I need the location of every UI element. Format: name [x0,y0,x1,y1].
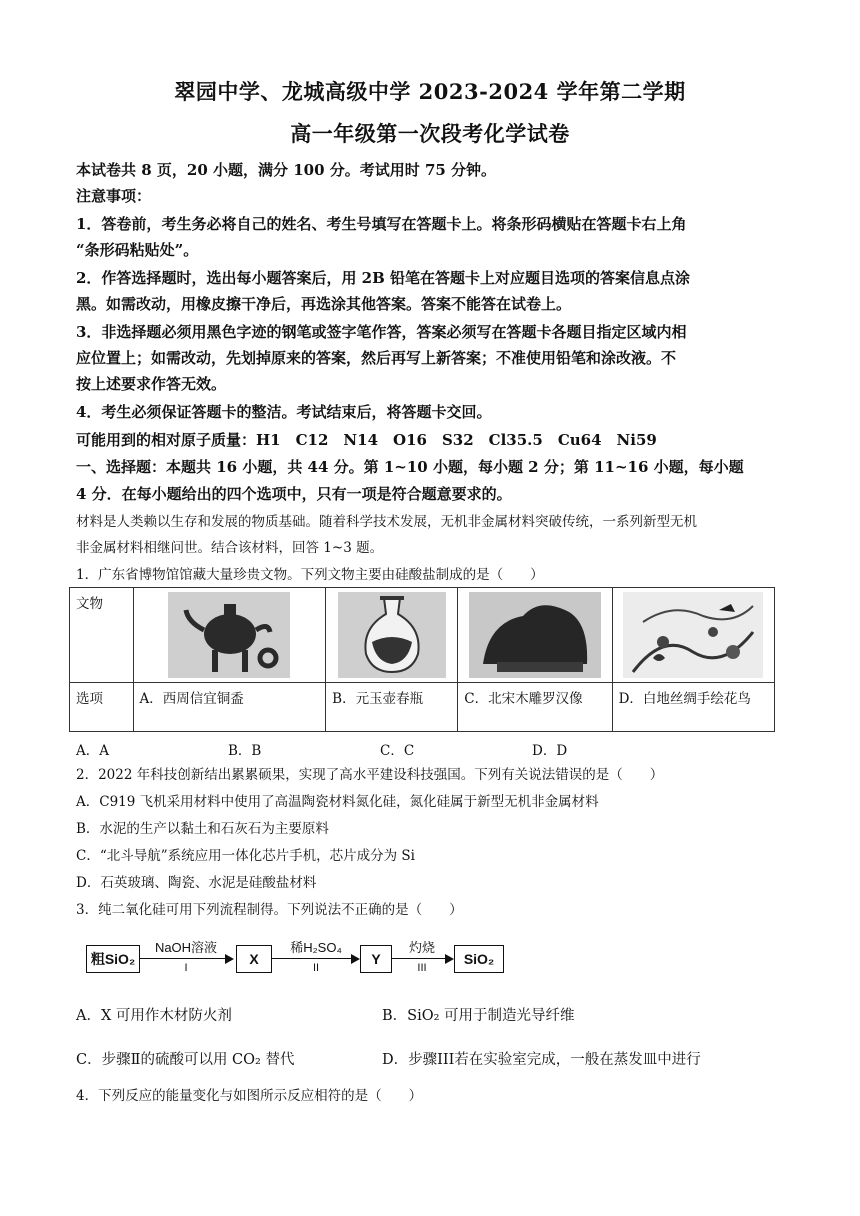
flow-arrow-1 [140,958,232,959]
flow-arrow-2 [272,958,358,959]
flow-step2-reagent: 稀H₂SO₄ [290,940,342,955]
silica-flow-diagram [86,935,526,983]
q1-option-c[interactable]: C．C [380,743,415,759]
material-text-a: 材料是人类赖以生存和发展的物质基础。随着科学技术发展，无机非金属材料突破传统，一系列新型无机 [76,514,697,530]
row-label-relic: 文物 [70,588,134,683]
q2-option-d[interactable]: D．石英玻璃、陶瓷、水泥是硅酸盐材料 [76,875,317,891]
relic-label-d: D．白地丝绸手绘花鸟 [612,683,774,732]
q2-option-b[interactable]: B．水泥的生产以黏土和石灰石为主要原料 [76,821,329,837]
flow-step1-number: I [184,962,188,974]
flow-step2-number: II [312,962,320,974]
exam-title: 翠园中学、龙城高级中学 2023-2024 学年第二学期 [174,79,686,104]
q3-stem: 3．纯二氧化硅可用下列流程制得。下列说法不正确的是（ ） [76,902,463,918]
relic-label-b: B．元玉壶春瓶 [326,683,458,732]
flow-crude-sio2: 粗SiO₂ [86,945,140,973]
q2-option-c[interactable]: C．“北斗导航”系统应用一体化芯片手机，芯片成分为 Si [76,848,415,864]
relic-label-c: C．北宋木雕罗汉像 [458,683,612,732]
q1-option-d[interactable]: D．D [532,743,568,759]
q1-stem: 1．广东省博物馆馆藏大量珍贵文物。下列文物主要由硅酸盐制成的是（ ） [76,567,544,583]
notice-4: 4．考生必须保证答题卡的整洁。考试结束后，将答题卡交回。 [76,403,492,421]
wood-statue-image [469,592,601,678]
flow-x: X [236,945,272,973]
flow-y: Y [360,945,392,973]
bronze-vessel-image [168,592,290,678]
relic-cell-a [133,588,326,683]
notice-3b: 应位置上；如需改动，先划掉原来的答案，然后再写上新答案；不准使用铅笔和涂改液。不 [76,349,677,367]
relics-table [69,587,775,732]
q3-option-c[interactable]: C．步骤Ⅱ的硫酸可以用 CO₂ 替代 [76,1052,295,1068]
exam-subtitle: 高一年级第一次段考化学试卷 [290,121,570,146]
atomic-masses: 可能用到的相对原子质量：H1 C12 N14 O16 S32 Cl35.5 Cu64 Ni59 [76,431,657,449]
relic-cell-d [612,588,774,683]
notice-2a: 2．作答选择题时，选出每小题答案后，用 2B 铅笔在答题卡上对应题目选项的答案信息点涂 [76,269,691,287]
relic-label-a: A．西周信宜铜盉 [133,683,326,732]
flow-pure-sio2: SiO₂ [454,945,504,973]
q2-stem: 2．2022 年科技创新结出累累硕果，实现了高水平建设科技强国。下列有关说法错误的是（ ） [76,767,664,783]
material-text-b: 非金属材料相继问世。结合该材料，回答 1~3 题。 [76,540,384,556]
q1-option-a[interactable]: A．A [76,743,109,759]
notice-3c: 按上述要求作答无效。 [76,375,227,393]
q1-option-b[interactable]: B．B [228,743,262,759]
flow-step1-reagent: NaOH溶液 [154,940,218,955]
silk-painting-image [623,592,763,678]
exam-info: 本试卷共 8 页，20 小题，满分 100 分。考试用时 75 分钟。 [76,161,497,179]
q4-stem: 4．下列反应的能量变化与如图所示反应相符的是（ ） [76,1088,423,1104]
flow-arrow-3 [392,958,452,959]
q3-option-d[interactable]: D．步骤III若在实验室完成，一般在蒸发皿中进行 [382,1052,701,1068]
flow-step3-number: III [417,962,427,974]
q3-option-b[interactable]: B．SiO₂ 可用于制造光导纤维 [382,1008,575,1024]
section1-heading-a: 一、选择题：本题共 16 小题，共 44 分。第 1~10 小题，每小题 2 分；第 11~16 小题，每小题 [76,458,744,476]
relic-cell-c [458,588,612,683]
row-label-option: 选项 [70,683,134,732]
q2-option-a[interactable]: A．C919 飞机采用材料中使用了高温陶瓷材料氮化硅，氮化硅属于新型无机非金属材料 [76,794,599,810]
notice-3a: 3．非选择题必须用黑色字迹的钢笔或签字笔作答，答案必须写在答题卡各题目指定区域内相 [76,323,687,341]
flow-step3-reagent: 灼烧 [408,940,435,955]
relic-cell-b [326,588,458,683]
notice-1a: 1．答卷前，考生务必将自己的姓名、考生号填写在答题卡上。将条形码横贴在答题卡右上角 [76,215,687,233]
q3-option-a[interactable]: A．X 可用作木材防火剂 [76,1008,232,1024]
porcelain-vase-image [338,592,446,678]
notice-heading: 注意事项： [76,187,152,205]
notice-1b: “条形码粘贴处”。 [76,241,199,259]
notice-2b: 黑。如需改动，用橡皮擦干净后，再选涂其他答案。答案不能答在试卷上。 [76,295,572,313]
section1-heading-b: 4 分．在每小题给出的四个选项中，只有一项是符合题意要求的。 [76,485,512,503]
